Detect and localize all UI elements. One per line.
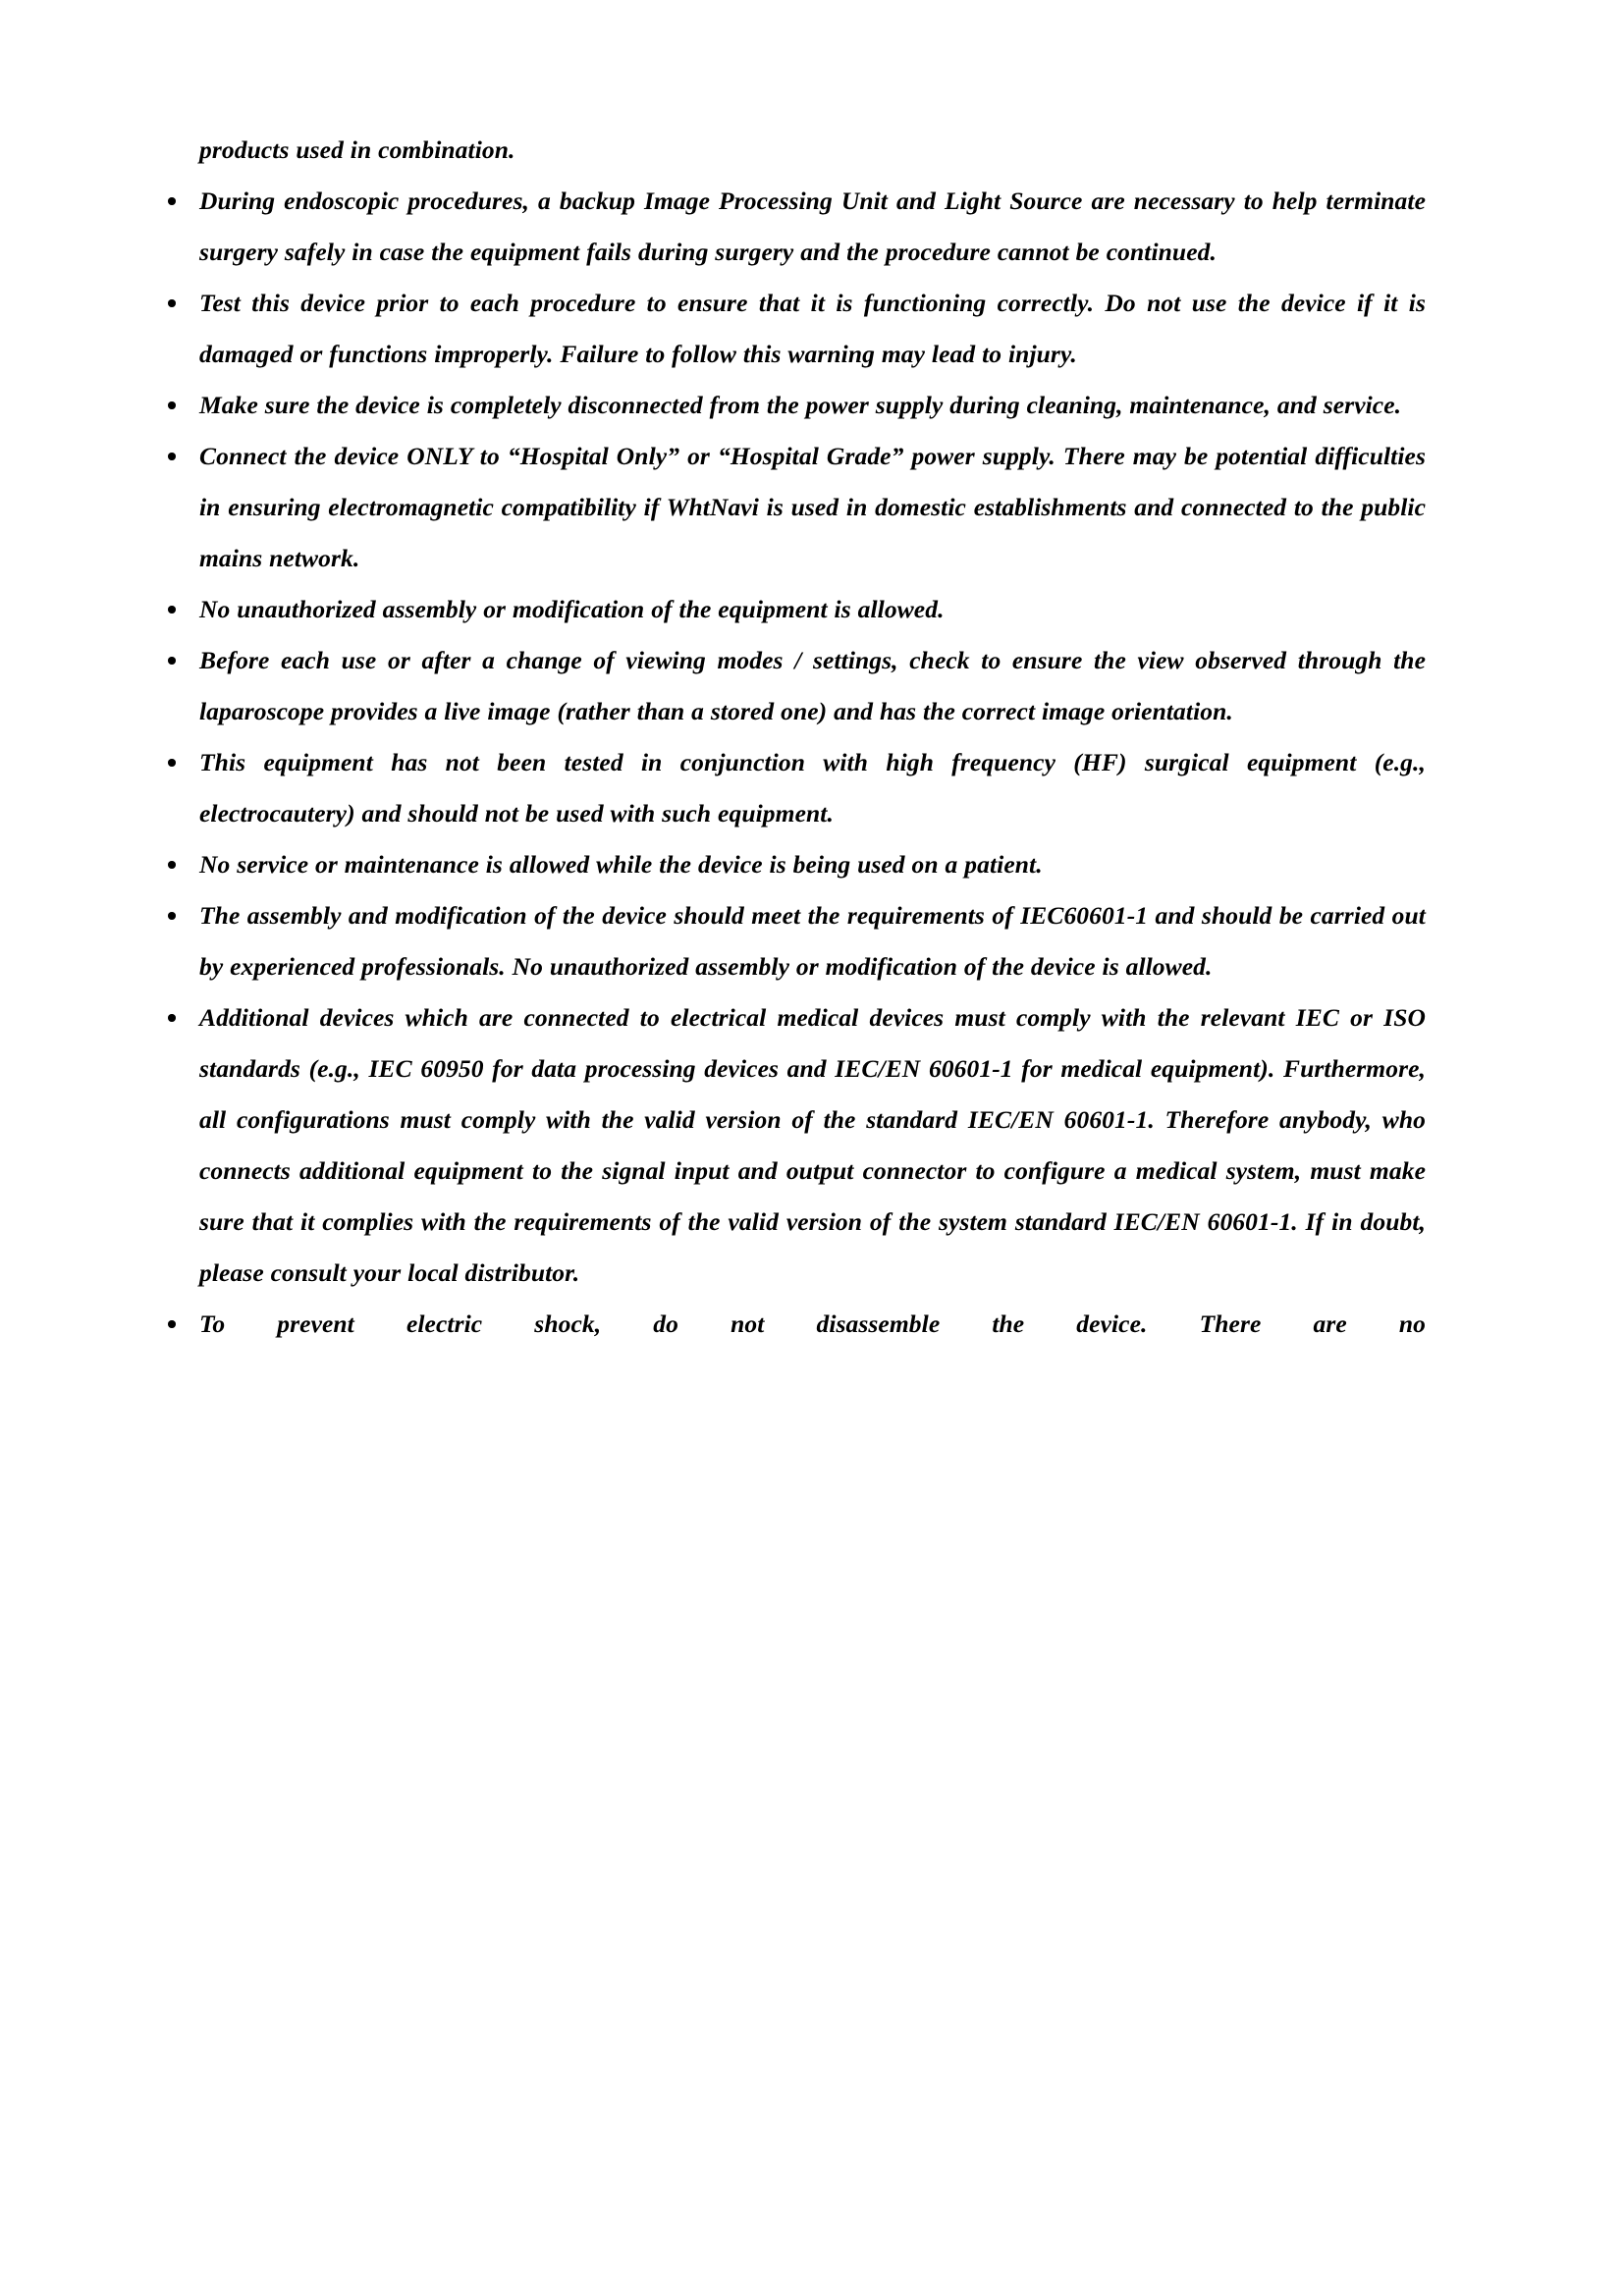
list-item-text: During endoscopic procedures, a backup Image Processing Unit and Light Source are necessary to help terminate surgery safely in case the equipment fails during surgery and the procedure cannot be continued. xyxy=(199,187,1426,266)
list-item-text: Make sure the device is completely disconnected from the power supply during cleaning, maintenance, and service. xyxy=(199,391,1402,419)
bullet-icon xyxy=(166,431,178,482)
list-item xyxy=(199,635,1426,737)
list-item xyxy=(199,584,1426,635)
list-item-text: Before each use or after a change of viewing modes / settings, check to ensure the view observed through the laparoscope provides a live image (rather than a stored one) and has the correct image orientation. xyxy=(199,646,1426,725)
bullet-icon xyxy=(166,278,178,329)
list-item-text: This equipment has not been tested in conjunction with high frequency (HF) surgical equipment (e.g., electrocautery) and should not be used with such equipment. xyxy=(199,748,1426,828)
list-item-text: No unauthorized assembly or modification of the equipment is allowed. xyxy=(199,595,945,623)
bullet-icon xyxy=(166,584,178,635)
list-item-text: Additional devices which are connected to electrical medical devices must comply with the relevant IEC or ISO standards (e.g., IEC 60950 for data processing devices and IEC/EN 60601-1 for medical equipment). Furthermore, all configurations must comply with the valid version of the standard IEC/EN 60601-1. Therefore anybody, who connects additional equipment to the signal input and output connector to configure a medical system, must make sure that it complies with the requirements of the valid version of the system standard IEC/EN 60601-1. If in doubt, please consult your local distributor. xyxy=(199,1003,1426,1287)
list-item-text: To prevent electric shock, do not disassemble the device. There are no xyxy=(199,1309,1426,1338)
list-item xyxy=(199,992,1426,1299)
list-item-text: Test this device prior to each procedure to ensure that it is functioning correctly. Do not use the device if it is damaged or functions improperly. Failure to follow this warning may lead to injury. xyxy=(199,289,1426,368)
document-body xyxy=(199,125,1426,1401)
bullet-icon xyxy=(166,635,178,686)
list-item xyxy=(199,737,1426,839)
list-item-text: No service or maintenance is allowed while the device is being used on a patient. xyxy=(199,850,1043,879)
list-item-text: The assembly and modification of the device should meet the requirements of IEC60601-1 and should be carried out by experienced professionals. No unauthorized assembly or modification of the device is allowed. xyxy=(199,901,1426,981)
bullet-icon xyxy=(166,992,178,1043)
list-item xyxy=(199,839,1426,890)
bullet-icon xyxy=(166,176,178,227)
list-item xyxy=(199,890,1426,992)
list-item-text: Connect the device ONLY to “Hospital Only” or “Hospital Grade” power supply. There may be potential difficulties in ensuring electromagnetic compatibility if WhtNavi is used in domestic establishments and connected to the public mains network. xyxy=(199,442,1426,572)
list-item xyxy=(199,1299,1426,1401)
bullet-icon xyxy=(166,890,178,941)
bullet-icon xyxy=(166,839,178,890)
list-item xyxy=(199,278,1426,380)
bullet-icon xyxy=(166,737,178,788)
list-item xyxy=(199,176,1426,278)
bullet-icon xyxy=(166,380,178,431)
list-item xyxy=(199,380,1426,431)
continuation-paragraph: products used in combination. xyxy=(199,135,515,164)
list-item xyxy=(199,431,1426,584)
bullet-icon xyxy=(166,1299,178,1350)
